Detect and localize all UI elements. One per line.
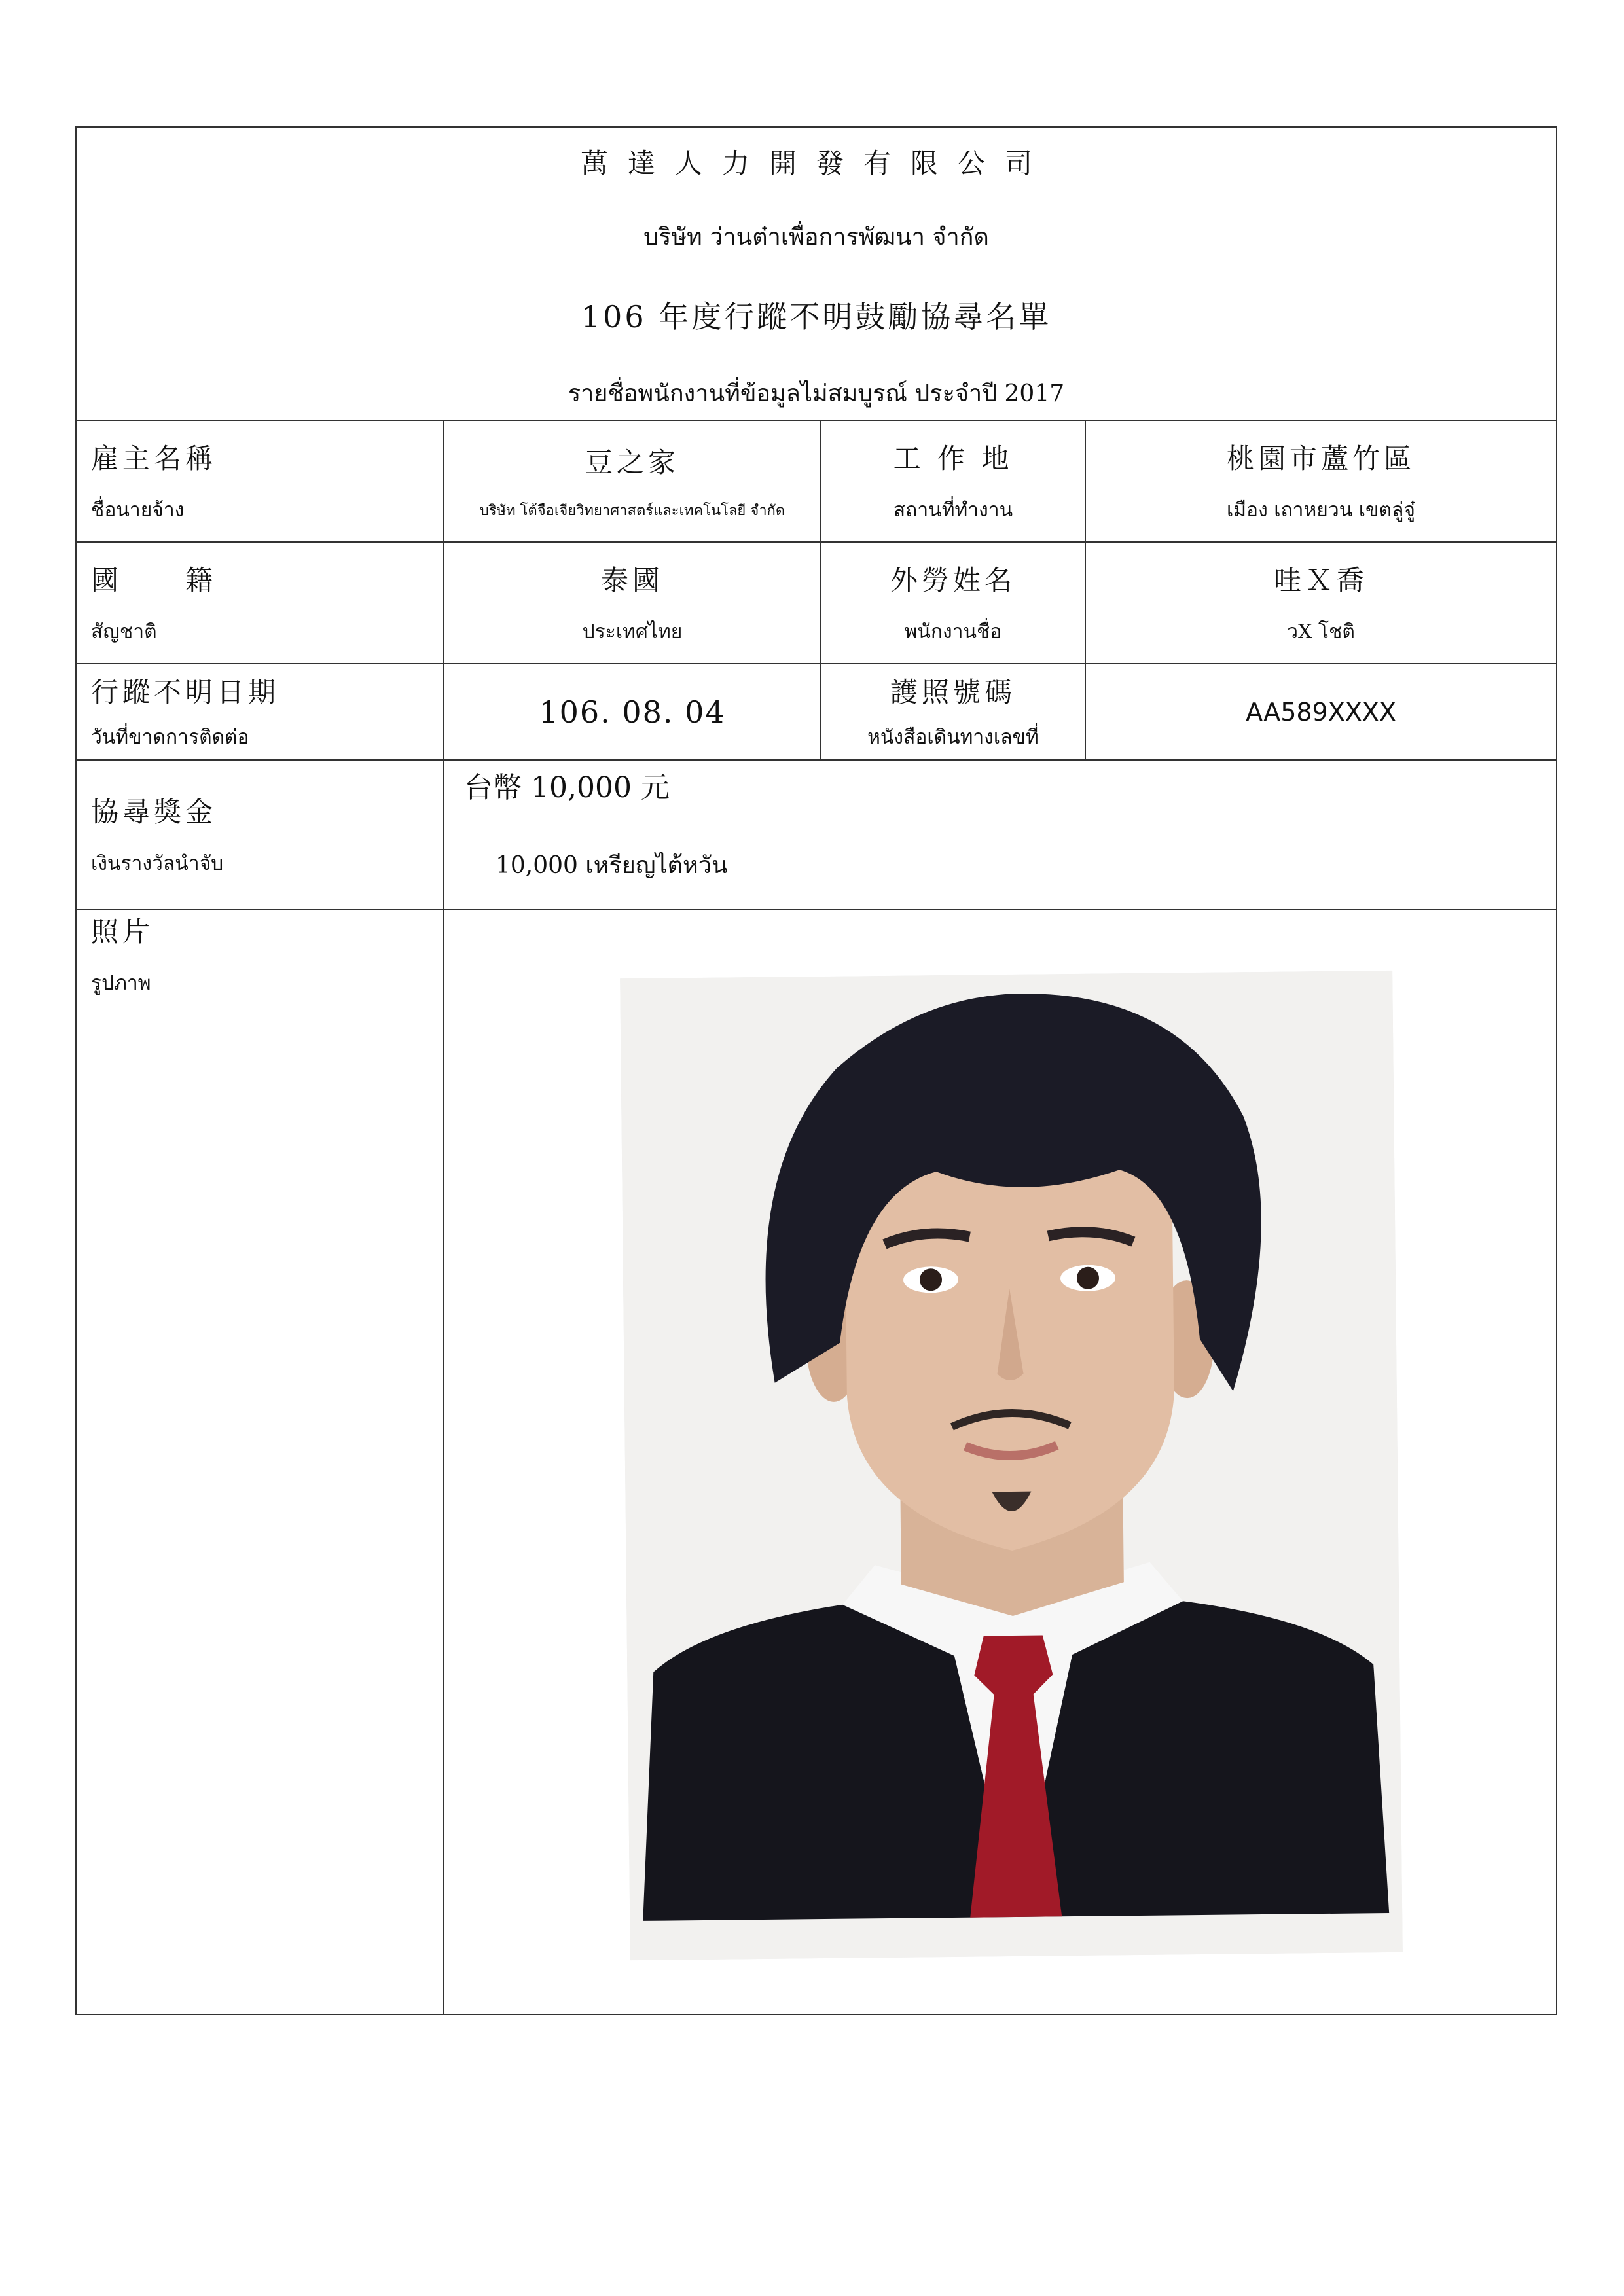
photo-label-cell [76, 910, 444, 2015]
company-name-zh: 萬達人力開發有限公司 [580, 147, 1052, 179]
reward-amount-zh: 台幣 10,000 元 [464, 771, 670, 804]
form-title-zh: 106 年度行蹤不明鼓勵協尋名單 [581, 299, 1052, 334]
employer-label-th: ชื่อนายจ้าง [91, 498, 185, 522]
worker-name-value-th: วX โชติ [1287, 620, 1355, 643]
photo-label-zh: 照片 [91, 916, 154, 948]
missing-date-label-th: วันที่ขาดการติดต่อ [91, 726, 249, 749]
nationality-label-cell [76, 542, 444, 664]
employer-label-cell [76, 420, 444, 542]
photo-area [444, 910, 1556, 2014]
nationality-value-zh: 泰國 [600, 564, 664, 596]
company-name-th: บริษัท ว่านต๋าเพื่อการพัฒนา จำกัด [643, 224, 989, 251]
passport-label-zh: 護照號碼 [890, 676, 1016, 708]
passport-label-cell [821, 664, 1085, 760]
reward-label-zh: 協尋獎金 [91, 796, 217, 828]
worker-name-label-cell [821, 542, 1085, 664]
missing-worker-form [75, 126, 1556, 2014]
worker-name-value-zh: 哇Ｘ喬 [1273, 564, 1368, 596]
passport-value: AA589XXXX [1246, 697, 1396, 726]
passport-value-cell [1085, 664, 1557, 760]
worker-photo [620, 971, 1403, 1960]
worker-name-label-zh: 外勞姓名 [890, 564, 1016, 596]
workplace-label-cell [821, 420, 1085, 542]
reward-amount-th: 10,000 เหรียญไต้หวัน [496, 852, 728, 879]
nationality-value-th: ประเทศไทย [582, 620, 683, 643]
form-header [76, 127, 1557, 420]
worker-name-label-th: พนักงานชื่อ [904, 620, 1002, 643]
form-title-th: รายชื่อพนักงานที่ข้อมูลไม่สมบูรณ์ ประจำปี 2017 [568, 380, 1065, 407]
employer-value-cell [444, 420, 821, 542]
reward-label-cell [76, 760, 444, 910]
missing-date-label-cell [76, 664, 444, 760]
nationality-label-zh: 國 籍 [91, 564, 217, 596]
workplace-value-th: เมือง เถาหยวน เขตลู่จู๋ [1227, 498, 1415, 522]
employer-value-th: บริษัท โต้จือเจียวิทยาศาสตร์และเทคโนโลยี จำกัด [479, 502, 785, 519]
employer-label-zh: 雇主名稱 [91, 442, 217, 475]
worker-name-value-cell [1085, 542, 1557, 664]
nationality-value-cell [444, 542, 821, 664]
reward-value-cell [444, 760, 1557, 910]
employer-value-zh: 豆之家 [585, 446, 679, 478]
workplace-label-th: สถานที่ทำงาน [893, 498, 1013, 522]
reward-label-th: เงินรางวัลนำจับ [91, 852, 224, 875]
passport-label-th: หนังสือเดินทางเลขที่ [867, 726, 1039, 749]
info-table [75, 126, 1557, 2015]
workplace-value-zh: 桃園市蘆竹區 [1226, 442, 1415, 475]
photo-label-th: รูปภาพ [91, 972, 151, 995]
portrait-image [620, 971, 1403, 1960]
missing-date-label-zh: 行蹤不明日期 [91, 676, 280, 708]
workplace-label-zh: 工 作 地 [893, 442, 1013, 475]
workplace-value-cell [1085, 420, 1557, 542]
missing-date-value: 106. 08. 04 [539, 694, 726, 730]
missing-date-value-cell [444, 664, 821, 760]
photo-cell [444, 910, 1557, 2015]
nationality-label-th: สัญชาติ [91, 620, 157, 643]
